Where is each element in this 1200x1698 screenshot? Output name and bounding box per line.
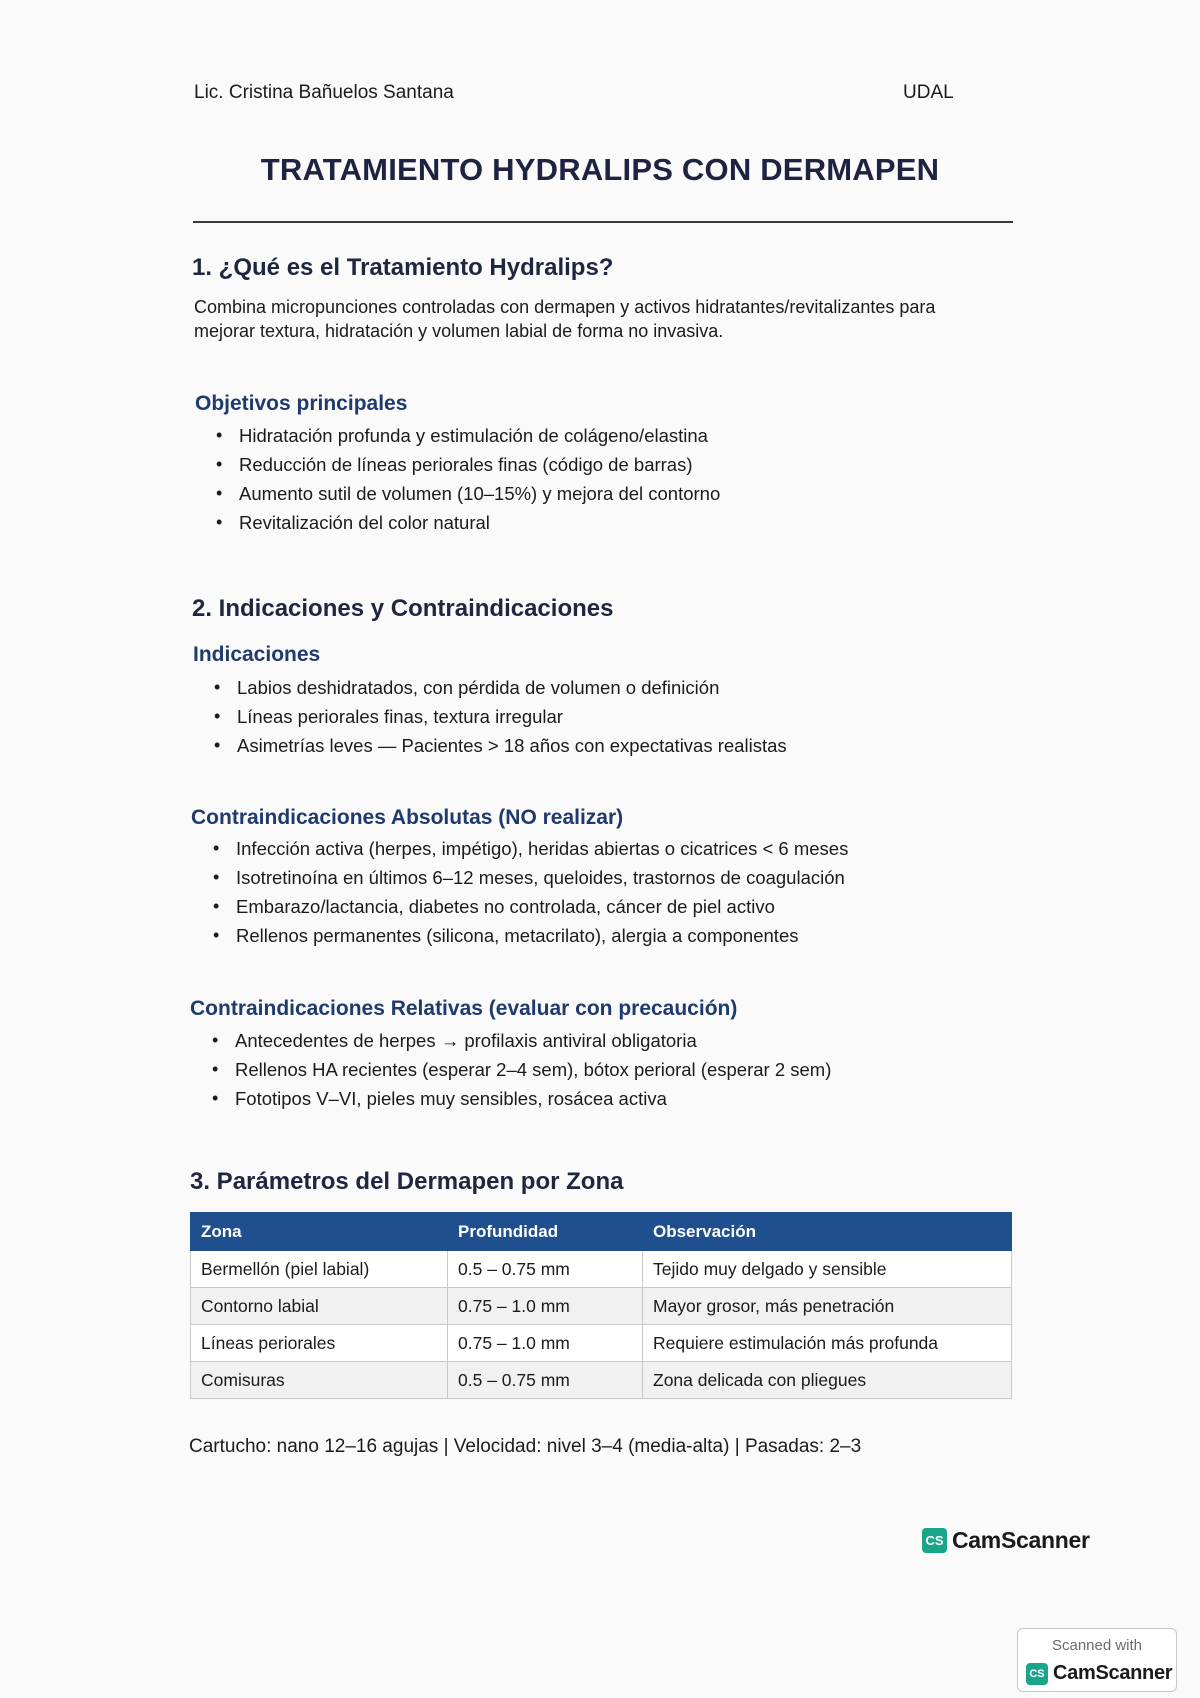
list-item: • Aumento sutil de volumen (10–15%) y mejora del contorno bbox=[214, 479, 720, 508]
list-item: • Infección activa (herpes, impétigo), heridas abiertas o cicatrices < 6 meses bbox=[211, 834, 848, 863]
list-item: • Fototipos V–VI, pieles muy sensibles, rosácea activa bbox=[210, 1084, 831, 1113]
author-name: Lic. Cristina Bañuelos Santana bbox=[194, 82, 454, 103]
indications-heading: Indicaciones bbox=[193, 643, 321, 666]
camscanner-icon: CS bbox=[1026, 1663, 1048, 1685]
table-row bbox=[191, 1288, 1012, 1325]
camscanner-wordmark: CamScanner bbox=[952, 1527, 1090, 1553]
title-divider bbox=[193, 221, 1013, 223]
table-row bbox=[191, 1325, 1012, 1362]
section-3-heading: 3. Parámetros del Dermapen por Zona bbox=[190, 1168, 624, 1195]
column-header-zona: Zona bbox=[191, 1213, 448, 1251]
relative-contraindications-list bbox=[210, 1026, 831, 1113]
list-item: • Rellenos permanentes (silicona, metacrilato), alergia a componentes bbox=[211, 921, 848, 950]
list-item: • Embarazo/lactancia, diabetes no controlada, cáncer de piel activo bbox=[211, 892, 848, 921]
list-item: • Reducción de líneas periorales finas (código de barras) bbox=[214, 450, 720, 479]
absolute-contraindications-heading: Contraindicaciones Absolutas (NO realizar) bbox=[191, 806, 624, 829]
table-cell: 0.5 – 0.75 mm bbox=[448, 1251, 643, 1288]
table-row bbox=[191, 1362, 1012, 1399]
objectives-heading: Objetivos principales bbox=[195, 392, 408, 415]
camscanner-wordmark: CamScanner bbox=[1053, 1662, 1173, 1684]
table-cell: Líneas periorales bbox=[191, 1325, 448, 1362]
camscanner-icon: CS bbox=[922, 1528, 947, 1553]
scanned-with-stamp bbox=[1017, 1628, 1177, 1692]
stamp-label: Scanned with bbox=[1051, 1637, 1143, 1654]
camscanner-logo bbox=[922, 1527, 1090, 1554]
table-cell: 0.75 – 1.0 mm bbox=[448, 1325, 643, 1362]
table-cell: Contorno labial bbox=[191, 1288, 448, 1325]
list-item: • Rellenos HA recientes (esperar 2–4 sem), bótox perioral (esperar 2 sem) bbox=[210, 1055, 831, 1084]
table-cell: Comisuras bbox=[191, 1362, 448, 1399]
table-row bbox=[191, 1251, 1012, 1288]
device-parameters-footnote: Cartucho: nano 12–16 agujas | Velocidad: nivel 3–4 (media-alta) | Pasadas: 2–3 bbox=[189, 1436, 862, 1457]
institution-name: UDAL bbox=[903, 82, 954, 103]
table-cell: 0.75 – 1.0 mm bbox=[448, 1288, 643, 1325]
table-cell: Requiere estimulación más profunda bbox=[643, 1325, 1012, 1362]
section-1-heading: 1. ¿Qué es el Tratamiento Hydralips? bbox=[192, 254, 614, 281]
list-item: • Líneas periorales finas, textura irregular bbox=[212, 702, 787, 731]
list-item: • Hidratación profunda y estimulación de colágeno/elastina bbox=[214, 421, 720, 450]
indications-list bbox=[212, 673, 787, 760]
list-item: • Antecedentes de herpes → profilaxis antiviral obligatoria bbox=[210, 1026, 831, 1055]
table-cell: Bermellón (piel labial) bbox=[191, 1251, 448, 1288]
table-cell: 0.5 – 0.75 mm bbox=[448, 1362, 643, 1399]
parameters-table bbox=[190, 1212, 1012, 1399]
relative-contraindications-heading: Contraindicaciones Relativas (evaluar con precaución) bbox=[190, 997, 738, 1020]
table-header-row bbox=[191, 1213, 1012, 1251]
table-cell: Zona delicada con pliegues bbox=[643, 1362, 1012, 1399]
objectives-list bbox=[214, 421, 720, 537]
table-cell: Tejido muy delgado y sensible bbox=[643, 1251, 1012, 1288]
section-2-heading: 2. Indicaciones y Contraindicaciones bbox=[192, 595, 614, 622]
list-item: • Revitalización del color natural bbox=[214, 508, 720, 537]
list-item: • Labios deshidratados, con pérdida de volumen o definición bbox=[212, 673, 787, 702]
section-1-intro: Combina micropunciones controladas con dermapen y activos hidratantes/revitalizantes para mejorar textura, hidratación y volumen labial de forma no invasiva. bbox=[194, 297, 936, 341]
list-item: • Asimetrías leves — Pacientes > 18 años con expectativas realistas bbox=[212, 731, 787, 760]
list-item: • Isotretinoína en últimos 6–12 meses, queloides, trastornos de coagulación bbox=[211, 863, 848, 892]
column-header-profundidad: Profundidad bbox=[448, 1213, 643, 1251]
table-cell: Mayor grosor, más penetración bbox=[643, 1288, 1012, 1325]
column-header-observacion: Observación bbox=[643, 1213, 1012, 1251]
absolute-contraindications-list bbox=[211, 834, 848, 950]
document-title: TRATAMIENTO HYDRALIPS CON DERMAPEN bbox=[260, 152, 940, 187]
stamp-logo bbox=[1026, 1662, 1172, 1685]
